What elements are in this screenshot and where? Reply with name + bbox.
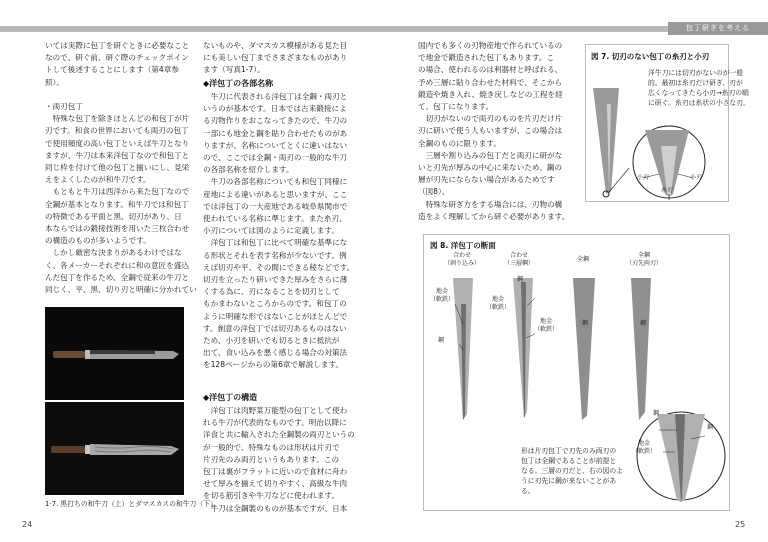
blade-label-zenko: 全鋼 [577,256,590,263]
figure-7-note: 洋牛刀には切刃がないのが一般 的。最初は糸刃だけ研ぎ、刃が 広くなってきたら小刃→糸刃の順 に研ぐ。糸刃は糸状の小さな刃。 [648,69,750,107]
photo-kurouchi-gyuto [45,307,184,400]
label-hagane-b: 鋼 [517,276,524,283]
label-hagane-c: 鋼 [582,320,589,327]
left-col2-text-a: ないものや、ダマスカス模様がある見た目 にも美しい包丁までさまざまなものがあり ます（写真1-7）。 [203,41,348,75]
blade-label-zenko-ryoba: 全鋼 （刃先両刃） [626,252,663,267]
label-hagane-d: 鋼 [640,320,647,327]
blade-label-sansou: 合わせ （三層鋼） [504,252,535,267]
heading-parts: ◆洋包丁の各部名称 [203,79,274,88]
left-col2-text-c: 洋包丁は肉野菜万能型の包丁として使わ れる牛刀が代表的なものです。明治以降に 洋食と共に輸入された全鋼製の両刃というの が一般的で、特殊なものは形状は片刃で 片刃先のみ両刃というもあります。この 包丁は裏がフラットに近いので食材に舟わ せて厚みを揃えて切りやすく、高級な牛肉 を切る筋引きや牛刀などに使われます。 牛刀は全鋼製のものが基本ですが、日本 [203,406,355,513]
photo-damascus-gyuto [45,402,184,495]
figure-7-drawing [585,44,727,200]
chapter-label: 包丁研ぎを考える [668,22,768,35]
figure-7-title: 図 7. 切刃のない包丁の糸刃と小刃 [591,52,710,61]
page-number-left: 24 [22,520,33,529]
figure-8-title: 図 8. 洋包丁の断面 [430,241,496,250]
header-bar [0,26,768,32]
label-kobab: 小刃 [690,174,703,181]
photo-caption: 1-7. 黒打ちの和牛刀（上）とダマスカスの和牛刀（下）。 [45,500,221,508]
blade-label-warikomi: 合わせ （割り込み） [444,252,481,267]
left-col2-text-b: 牛刀に代表される洋包丁は全鋼・両刃と いうのが基本です。日本では古来鍛接によ る刃物作りをおこなってきたので、牛刀の 一部にも地金と鋼を貼り合わせたものがあ りますが、名称についてとくに違いはない ので、ここでは全鋼・両刃の一般的な牛刀 の各部名称を紹介します。 牛刀の各部名称についても和包丁同様に 産地による違いがあると思いますが、ここ では洋包丁の一大産地である岐阜県関市で 使われている名称に準じます。また糸刃、 小刃については図のように定義します。 洋包丁は和包丁に比べて明確な基準にな る形状とそれを表す名称が少ないです。例 えば切刃や平、その間にできる稜などです。 切刃を立ったり研いできた厚みをさらに薄 くする為に、刃になることを切刃として もかまわないところからのです。和包丁の ように明確な形ではないことがほとんどで す。創意の洋包丁では切刃あるものはない ため、小刃を研いでも切るときに抵抗が 出て、食い込みを悪く感じる場合の対策法 を128ページからの第6章で解説します。 [203,92,355,370]
label-jigane-c: 地金 （軟鉄） [534,318,559,333]
label-jigane-a: 地金 （軟鉄） [430,288,455,303]
figure-8-note: 形は片刃包丁で刃先のみ両刃の 包丁は全鋼であることが前提と なる。三層の刃だと、右の図のよ うに刃先に鋼が来ないことがあ る。 [521,447,623,495]
label-kobaa: 小刃 [637,174,650,181]
left-col1-text: いては実際に包丁を研ぐときに必要なこと なので、研ぐ前、研ぐ際のチェックポイン トして後述することにします（第4章参 照）。 ・両刃包丁 特殊な包丁を除きほとんどの和包丁が片 刃です。和食の世界においても両刃の包丁 で使用頻度の高い包丁といえば牛刀となり ますが、牛刀は本来洋包丁なので和包丁と 同じ枠を付けて他の包丁と揃いにし、見栄 えをよくしたのが和牛刀です。 もともと牛刀は西洋から来た包丁なので 全鋼が基本となります。和牛刀では和包丁 の特徴である平面と黒、切刃があり、日 本ならではの鍛接技術を用いた三枚合わせ の構造のものが多いようです。 しかし厳密な決まりがあるわけではな く、各メーカーそれぞれに和の意匠を盛込 んだ包丁を作るため、全鋼で従来の牛刀と 同じく、平、黒、切り刃と明確に分かれてい [45,41,197,295]
detail-label-hagane: 鋼 [653,410,660,417]
right-col-text: 国内でも多くの刃物産地で作られているの で地金で鍛造された包丁もあります。こ の場合、使われるのは利器材と呼ばれる、 予め三層に貼り合わせた材料で、そこから 鍛造や焼き入れ、焼き戻しなどの工程を経 て、包丁になります。 切刃がないので両刃のものを片刃だけ片 刃に研いで使う人もいますが、この場合は 全鋼のものに限ります。 三層や割り込みの包丁だと両刃に研がな いと刃先が厚みの中心に来ないため、鋼の 層が刃先にならない場合があるためです （図8）。 特殊な研ぎ方をする場合には、刃物の構 造をよく理解してから研ぐ必要があります。 [418,41,570,221]
label-itoba: 糸刃 [661,187,674,194]
heading-structure: ◆洋包丁の構造 [203,393,258,402]
label-hagane-a: 鋼 [438,337,445,344]
detail-label-jigane: 地金 （軟鉄） [632,440,657,455]
label-jigane-b: 地金 （軟鉄） [486,296,511,311]
detail-label-hagane2: 鋼 [707,424,714,431]
page-number-right: 25 [735,520,746,529]
